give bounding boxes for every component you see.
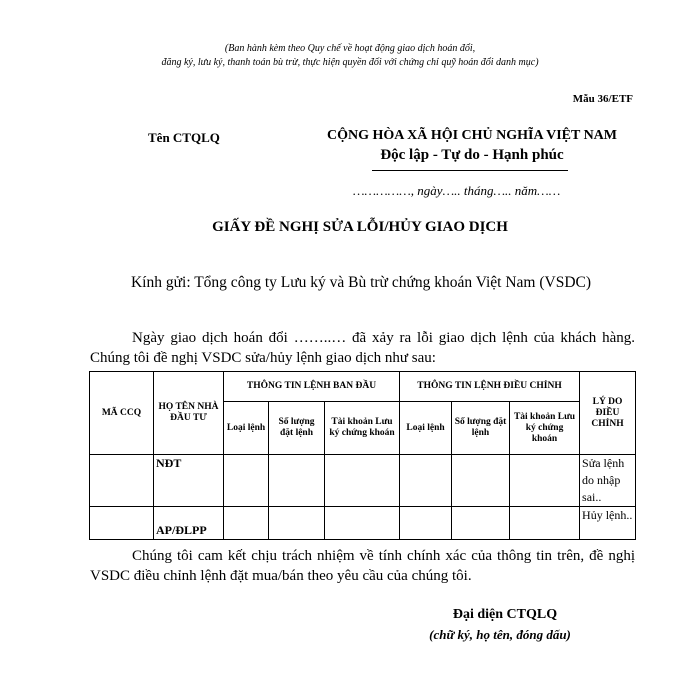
national-title: CỘNG HÒA XÃ HỘI CHỦ NGHĨA VIỆT NAM xyxy=(326,128,617,143)
regulation-note-line1: (Ban hành kèm theo Quy chế về hoạt động giao dịch hoán đổi, xyxy=(224,43,476,54)
empty-cell xyxy=(510,455,580,507)
header-reason: LÝ DO ĐIỀU CHỈNH xyxy=(580,372,636,455)
header-order-quantity: Số lượng đặt lệnh xyxy=(452,402,510,455)
investor-cell: NĐT xyxy=(154,455,224,507)
national-motto: Độc lập - Tự do - Hạnh phúc xyxy=(380,147,564,163)
header-order-type: Loại lệnh xyxy=(224,402,269,455)
intro-paragraph: Ngày giao dịch hoán đổi ……..… đã xảy ra lỗi giao dịch lệnh của khách hàng. Chúng tôi đề nghị VSDC sửa/hủy lệnh giao dịch như sau: xyxy=(90,330,635,366)
recipient-line: Kính gửi: Tổng công ty Lưu ký và Bù trừ chứng khoán Việt Nam (VSDC) xyxy=(130,274,592,291)
header-custody-account: Tài khoản Lưu ký chứng khoán xyxy=(510,402,580,455)
empty-cell xyxy=(269,455,325,507)
empty-cell xyxy=(452,455,510,507)
correction-table xyxy=(89,371,636,540)
reason-cell: Sửa lệnh do nhập sai.. xyxy=(580,455,636,507)
reason-cell: Hủy lệnh.. xyxy=(580,507,636,540)
fund-company-name: Tên CTQLQ xyxy=(148,130,220,145)
empty-cell xyxy=(325,507,400,540)
header-investor-name: HỌ TÊN NHÀ ĐẦU TƯ xyxy=(154,372,224,455)
motto-underline xyxy=(372,170,568,171)
empty-cell xyxy=(452,507,510,540)
regulation-note-line2: đăng ký, lưu ký, thanh toán bù trừ, thực hiện quyền đối với chứng chỉ quỹ hoán đổi danh mục) xyxy=(161,57,539,68)
empty-cell xyxy=(224,507,269,540)
empty-cell xyxy=(269,507,325,540)
ccq-cell xyxy=(90,455,154,507)
table-row xyxy=(90,455,636,507)
header-order-type: Loại lệnh xyxy=(400,402,452,455)
commitment-paragraph: Chúng tôi cam kết chịu trách nhiệm về tính chính xác của thông tin trên, đề nghị VSDC điều chỉnh lệnh đặt mua/bán theo yêu cầu của chúng tôi. xyxy=(90,548,635,584)
form-number: Mẫu 36/ETF xyxy=(572,93,633,105)
signature-title: Đại diện CTQLQ xyxy=(452,607,558,622)
empty-cell xyxy=(400,455,452,507)
header-order-quantity: Số lượng đặt lệnh xyxy=(269,402,325,455)
header-custody-account: Tài khoản Lưu ký chứng khoán xyxy=(325,402,400,455)
empty-cell xyxy=(325,455,400,507)
document-title: GIẤY ĐỀ NGHỊ SỬA LỖI/HỦY GIAO DỊCH xyxy=(212,219,508,235)
empty-cell xyxy=(510,507,580,540)
signature-note: (chữ ký, họ tên, đóng dấu) xyxy=(429,627,571,642)
header-adjusted-order: THÔNG TIN LỆNH ĐIỀU CHỈNH xyxy=(400,372,580,402)
empty-cell xyxy=(224,455,269,507)
ccq-cell xyxy=(90,507,154,540)
date-line: ……………, ngày….. tháng….. năm…… xyxy=(353,183,561,198)
header-ccq-code: MÃ CCQ xyxy=(90,372,154,455)
empty-cell xyxy=(400,507,452,540)
table-row xyxy=(90,507,636,540)
investor-cell: AP/ĐLPP xyxy=(154,507,224,540)
header-original-order: THÔNG TIN LỆNH BAN ĐẦU xyxy=(224,372,400,402)
